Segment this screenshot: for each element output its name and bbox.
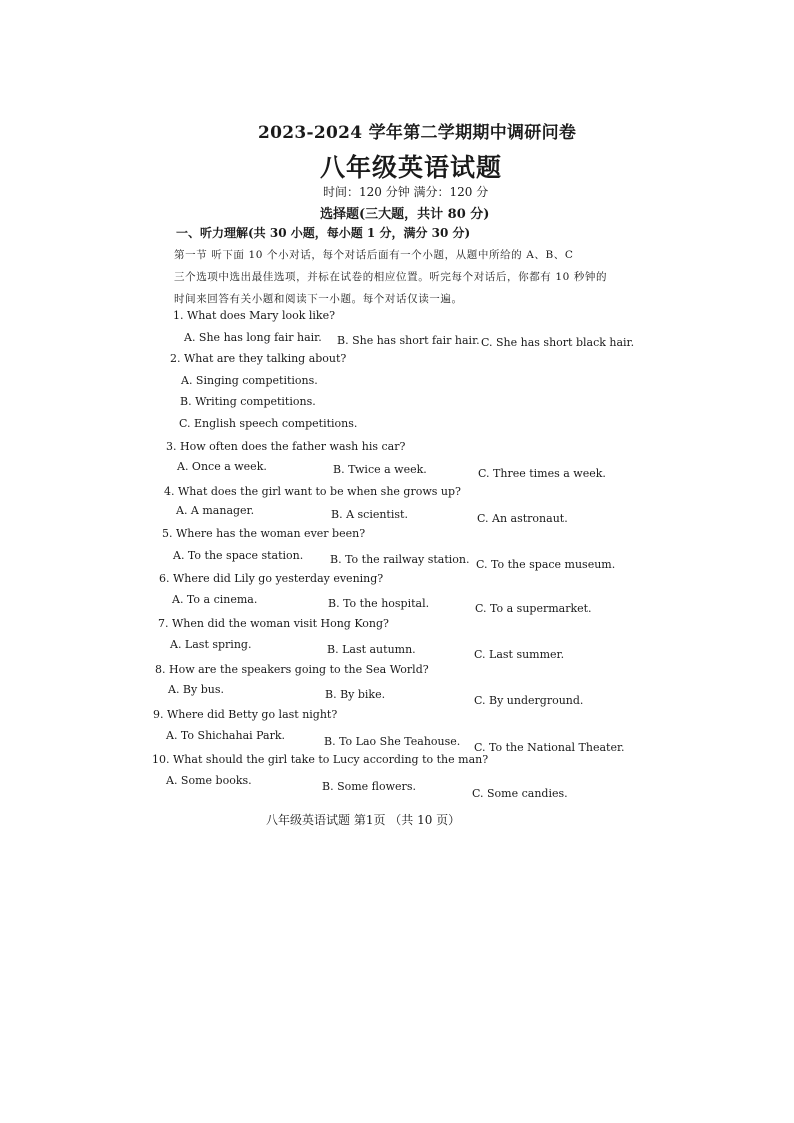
- option-b: B. She has short fair hair.: [337, 334, 480, 347]
- option-c: C. By underground.: [474, 694, 584, 707]
- question-text: 4. What does the girl want to be when she grows up?: [164, 485, 461, 498]
- option-a: A. Some books.: [166, 774, 252, 787]
- question-text: 7. When did the woman visit Hong Kong?: [158, 617, 389, 630]
- option-a: A. Last spring.: [170, 638, 252, 651]
- instruction-line: 三个选项中选出最佳选项，并标在试卷的相应位置。听完每个对话后，你都有 10 秒钟的: [174, 271, 608, 283]
- option-b: B. Some flowers.: [322, 780, 416, 793]
- option-a: A. Singing competitions.: [181, 374, 318, 387]
- option-b: B. Last autumn.: [327, 643, 416, 656]
- option-a: A. To Shichahai Park.: [166, 729, 286, 742]
- section-heading-listening: 一、听力理解(共 30 小题，每小题 1 分，满分 30 分): [176, 226, 471, 240]
- option-c: C. Last summer.: [474, 648, 565, 661]
- question-text: 8. How are the speakers going to the Sea World?: [155, 663, 429, 676]
- question-text: 2. What are they talking about?: [170, 352, 347, 365]
- multiple-choice-info: 选择题(三大题，共计 80 分): [320, 207, 490, 222]
- option-c: C. Three times a week.: [478, 467, 606, 480]
- question-text: 10. What should the girl take to Lucy according to the man?: [152, 753, 489, 766]
- option-c: C. To a supermarket.: [475, 602, 592, 615]
- exam-subtitle: 八年级英语试题: [320, 153, 503, 182]
- question-text: 5. Where has the woman ever been?: [162, 527, 366, 540]
- option-c: C. She has short black hair.: [481, 336, 635, 349]
- option-c: C. Some candies.: [472, 787, 568, 800]
- option-c: C. An astronaut.: [477, 512, 568, 525]
- instruction-line: 时间来回答有关小题和阅读下一小题。每个对话仅读一遍。: [174, 293, 463, 305]
- option-b: B. To Lao She Teahouse.: [324, 735, 461, 748]
- question-text: 1. What does Mary look like?: [173, 309, 335, 322]
- option-b: B. To the railway station.: [330, 553, 470, 566]
- option-b: B. Writing competitions.: [180, 395, 316, 408]
- exam-title: 2023-2024 学年第二学期期中调研问卷: [258, 123, 577, 143]
- question-text: 6. Where did Lily go yesterday evening?: [159, 572, 384, 585]
- option-b: B. To the hospital.: [328, 597, 430, 610]
- option-b: B. A scientist.: [331, 508, 408, 521]
- option-c: C. To the space museum.: [476, 558, 616, 571]
- option-a: A. To a cinema.: [172, 593, 258, 606]
- time-info: 时间：120 分钟 满分：120 分: [323, 185, 489, 199]
- option-c: C. To the National Theater.: [474, 741, 625, 754]
- option-a: A. She has long fair hair.: [184, 331, 322, 344]
- question-text: 3. How often does the father wash his car?: [166, 440, 406, 453]
- option-c: C. English speech competitions.: [179, 417, 358, 430]
- instruction-line: 第一节 听下面 10 个小对话，每个对话后面有一个小题，从题中所给的 A、B、C: [174, 249, 574, 261]
- option-b: B. Twice a week.: [333, 463, 427, 476]
- option-a: A. To the space station.: [173, 549, 304, 562]
- option-a: A. A manager.: [176, 504, 255, 517]
- option-a: A. Once a week.: [177, 460, 267, 473]
- option-a: A. By bus.: [168, 683, 224, 696]
- option-b: B. By bike.: [325, 688, 386, 701]
- question-text: 9. Where did Betty go last night?: [153, 708, 338, 721]
- page-footer: 八年级英语试题 第1页 （共 10 页）: [266, 813, 461, 827]
